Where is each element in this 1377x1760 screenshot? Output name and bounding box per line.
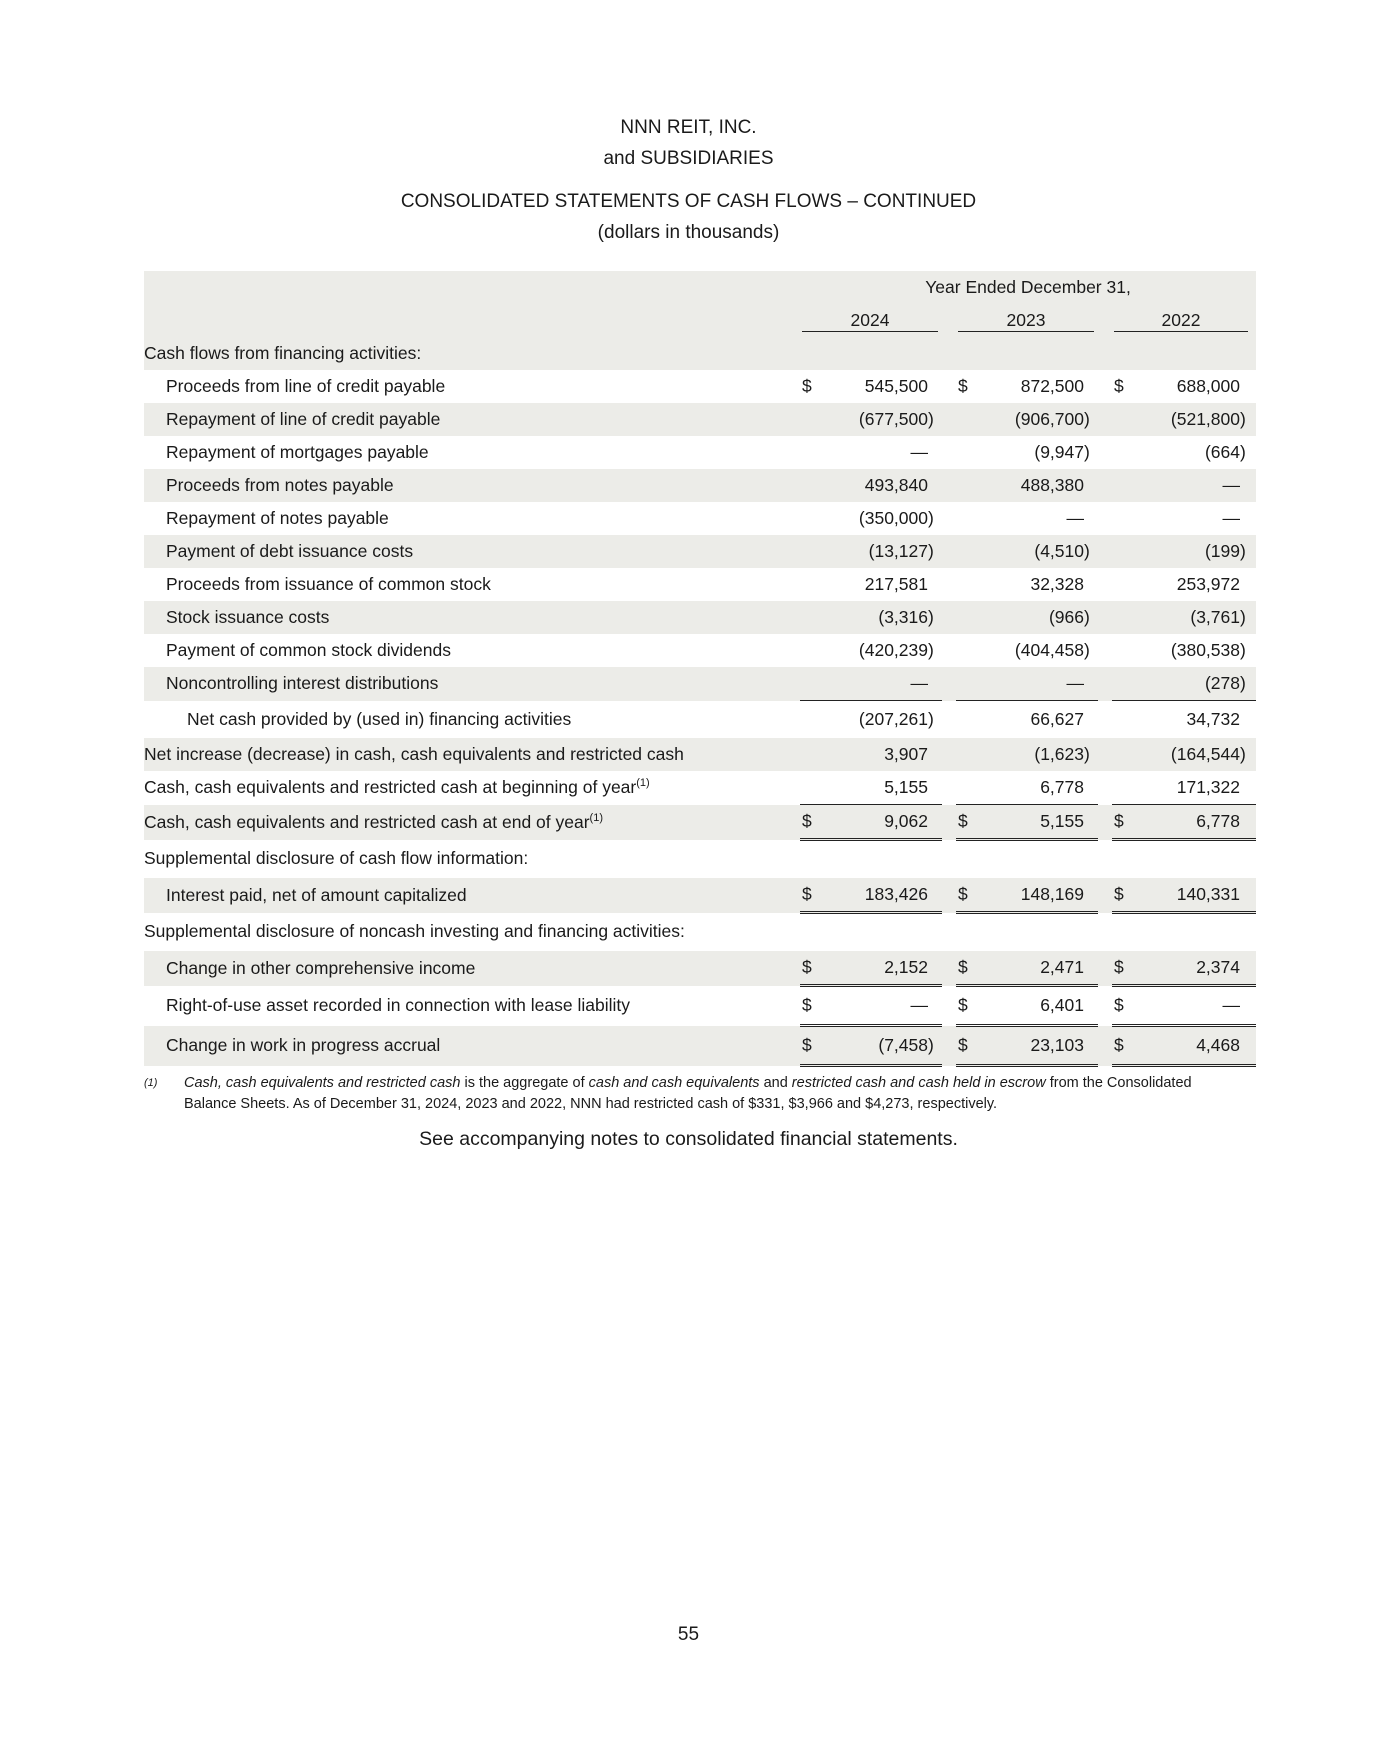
footnote-mark: (1) [144, 1077, 158, 1089]
table-row [144, 436, 1256, 469]
table-row [144, 1026, 1256, 1066]
close-paren: ) [928, 508, 934, 528]
row-label: Proceeds from issuance of common stock [166, 574, 491, 594]
section-label: Supplemental disclosure of cash flow information: [144, 848, 529, 869]
cell-value: 2,152 [824, 951, 928, 986]
table-row [144, 771, 1256, 805]
cell-value: 171,322 [1136, 771, 1240, 805]
cell-value: (404,458 [1014, 640, 1084, 660]
row-label: Net increase (decrease) in cash, cash equivalents and restricted cash [144, 738, 800, 771]
table-row [144, 469, 1256, 502]
table-row [144, 986, 1256, 1026]
table-row [144, 403, 1256, 436]
dollar-sign: $ [802, 376, 812, 396]
dollar-sign: $ [956, 1026, 980, 1066]
cell-value: 5,155 [824, 771, 928, 805]
close-paren: ) [928, 709, 934, 729]
row-label: Cash, cash equivalents and restricted cash at end of year [144, 811, 590, 832]
cell-value: (13,127 [824, 535, 928, 568]
cell-value: 3,907 [824, 738, 928, 771]
cell-value: — [1066, 508, 1084, 528]
cell-value: (1,623 [980, 738, 1084, 771]
row-label: Payment of debt issuance costs [144, 535, 800, 568]
cell-value: 4,468 [1136, 1026, 1240, 1066]
dollar-sign: $ [800, 878, 824, 913]
cell-value: — [910, 442, 928, 462]
table-row [144, 535, 1256, 568]
footnote-text [184, 1073, 1244, 1115]
close-paren: ) [928, 1026, 942, 1066]
units-label: (dollars in thousands) [597, 222, 780, 243]
year-header: 2023 [958, 310, 1094, 332]
dollar-sign: $ [1112, 1026, 1136, 1066]
cell-value: (9,947 [1034, 442, 1084, 462]
close-paren: ) [1240, 601, 1256, 634]
row-label: Proceeds from line of credit payable [166, 376, 446, 396]
statement-title: CONSOLIDATED STATEMENTS OF CASH FLOWS – CONTINUED [400, 191, 977, 212]
close-paren: ) [1240, 403, 1256, 436]
page-number: 55 [677, 1624, 700, 1645]
dollar-sign: $ [956, 951, 980, 986]
cell-value: (278 [1136, 667, 1240, 701]
row-label-wrap [144, 805, 800, 840]
table-row [144, 634, 1256, 667]
cell-value: 688,000 [1176, 376, 1240, 396]
cell-value: (521,800 [1136, 403, 1240, 436]
table-row [144, 601, 1256, 634]
cell-value: 66,627 [1030, 709, 1084, 729]
cell-value: 183,426 [824, 878, 928, 913]
cell-value: — [980, 667, 1084, 701]
table-row [144, 840, 1256, 879]
row-label: Repayment of mortgages payable [166, 442, 429, 462]
cell-value: 2,374 [1136, 951, 1240, 986]
close-paren: ) [1240, 738, 1256, 771]
row-label: Payment of common stock dividends [166, 640, 451, 660]
cell-value: — [1136, 469, 1240, 502]
cell-value: — [1136, 986, 1240, 1026]
cell-value: 5,155 [980, 805, 1084, 840]
footnote-ref: (1) [589, 811, 603, 824]
cell-value: (4,510 [980, 535, 1084, 568]
dollar-sign: $ [1112, 878, 1136, 913]
close-paren: ) [1240, 535, 1256, 568]
section-label: Supplemental disclosure of noncash investing and financing activities: [144, 921, 685, 942]
dollar-sign: $ [1112, 986, 1136, 1026]
row-label: Interest paid, net of amount capitalized [144, 878, 800, 913]
cell-value: 872,500 [1020, 376, 1084, 396]
close-paren: ) [928, 403, 942, 436]
close-paren: ) [1240, 442, 1246, 462]
year-header: 2024 [802, 310, 938, 332]
dollar-sign: $ [1112, 805, 1136, 840]
row-label-wrap [144, 771, 800, 805]
see-notes-text: See accompanying notes to consolidated financial statements. [419, 1128, 958, 1150]
cell-value: 148,169 [980, 878, 1084, 913]
footnote-term: restricted cash and cash held in escrow [791, 1075, 1046, 1091]
cell-value: (906,700 [980, 403, 1084, 436]
footnote-term: cash and cash equivalents [588, 1075, 760, 1091]
close-paren: ) [928, 535, 942, 568]
row-label: Noncontrolling interest distributions [144, 667, 800, 701]
dollar-sign: $ [1114, 376, 1124, 396]
footnote-text-part: and [759, 1075, 792, 1091]
period-label: Year Ended December 31, [800, 271, 1256, 304]
cell-value: — [824, 667, 928, 701]
row-label: Proceeds from notes payable [144, 469, 800, 502]
table-row [144, 701, 1256, 739]
cell-value: (664 [1204, 442, 1240, 462]
dollar-sign: $ [800, 951, 824, 986]
table-row [144, 568, 1256, 601]
cell-value: 493,840 [824, 469, 928, 502]
table-row [144, 878, 1256, 913]
cell-value: 253,972 [1176, 574, 1240, 594]
dollar-sign: $ [800, 986, 824, 1026]
cell-value: (420,239 [858, 640, 928, 660]
table-row [144, 667, 1256, 701]
cell-value: 545,500 [864, 376, 928, 396]
cell-value: (380,538 [1170, 640, 1240, 660]
row-label: Change in work in progress accrual [144, 1026, 800, 1066]
row-label: Net cash provided by (used in) financing activities [187, 708, 572, 729]
cell-value: (966 [980, 601, 1084, 634]
table-row [144, 951, 1256, 986]
close-paren: ) [1240, 640, 1246, 660]
company-name: NNN REIT, INC. [620, 117, 757, 138]
table-row [144, 913, 1256, 952]
cell-value: 9,062 [824, 805, 928, 840]
cell-value: 217,581 [864, 574, 928, 594]
row-label: Repayment of line of credit payable [144, 403, 800, 436]
cell-value: (207,261 [858, 709, 928, 729]
table-row [144, 370, 1256, 403]
dollar-sign: $ [956, 878, 980, 913]
close-paren: ) [1084, 601, 1098, 634]
cell-value: (199 [1136, 535, 1240, 568]
footnote-text-part: is the aggregate of [460, 1075, 589, 1091]
cell-value: (3,316 [824, 601, 928, 634]
close-paren: ) [928, 640, 934, 660]
close-paren: ) [1240, 667, 1256, 701]
dollar-sign: $ [956, 805, 980, 840]
cell-value: 2,471 [980, 951, 1084, 986]
close-paren: ) [1084, 640, 1090, 660]
close-paren: ) [1084, 442, 1090, 462]
row-label: Cash, cash equivalents and restricted cash at beginning of year [144, 777, 637, 798]
close-paren: ) [928, 601, 942, 634]
footnote-text-part: from the Consolidated Balance Sheets. As of December 31, 2024, 2023 and 2022, NNN had restricted cash of $331, $3,966 and $4,273, respectively. [184, 1075, 1192, 1112]
year-header: 2022 [1114, 310, 1248, 332]
cell-value: 488,380 [980, 469, 1084, 502]
close-paren: ) [1084, 535, 1098, 568]
cell-value: 6,401 [980, 986, 1084, 1026]
table-row [144, 805, 1256, 840]
cell-value: 32,328 [1030, 574, 1084, 594]
dollar-sign: $ [958, 376, 968, 396]
cell-value: (7,458 [824, 1026, 928, 1066]
cell-value: (350,000 [858, 508, 928, 528]
dollar-sign: $ [800, 1026, 824, 1066]
section-label: Cash flows from financing activities: [144, 337, 800, 370]
table-row [144, 337, 1256, 370]
close-paren: ) [1084, 403, 1098, 436]
dollar-sign: $ [800, 805, 824, 840]
dollar-sign: $ [956, 986, 980, 1026]
dollar-sign: $ [1112, 951, 1136, 986]
cell-value: 34,732 [1186, 709, 1240, 729]
cell-value: 6,778 [980, 771, 1084, 805]
cell-value: — [824, 986, 928, 1026]
row-label: Change in other comprehensive income [144, 951, 800, 986]
cell-value: 6,778 [1136, 805, 1240, 840]
subsidiaries-label: and SUBSIDIARIES [603, 148, 774, 169]
footnote-term: Cash, cash equivalents and restricted cash [184, 1075, 461, 1091]
cell-value: — [1222, 508, 1240, 528]
cash-flow-table [144, 271, 1256, 1067]
close-paren: ) [1084, 738, 1098, 771]
table-row [144, 738, 1256, 771]
cell-value: 23,103 [980, 1026, 1084, 1066]
row-label: Stock issuance costs [144, 601, 800, 634]
cell-value: 140,331 [1136, 878, 1240, 913]
cell-value: (677,500 [824, 403, 928, 436]
cell-value: (164,544 [1136, 738, 1240, 771]
footnote-ref: (1) [636, 777, 650, 790]
row-label: Right-of-use asset recorded in connection with lease liability [166, 995, 630, 1015]
cell-value: (3,761 [1136, 601, 1240, 634]
row-label: Repayment of notes payable [166, 508, 389, 528]
table-row [144, 502, 1256, 535]
